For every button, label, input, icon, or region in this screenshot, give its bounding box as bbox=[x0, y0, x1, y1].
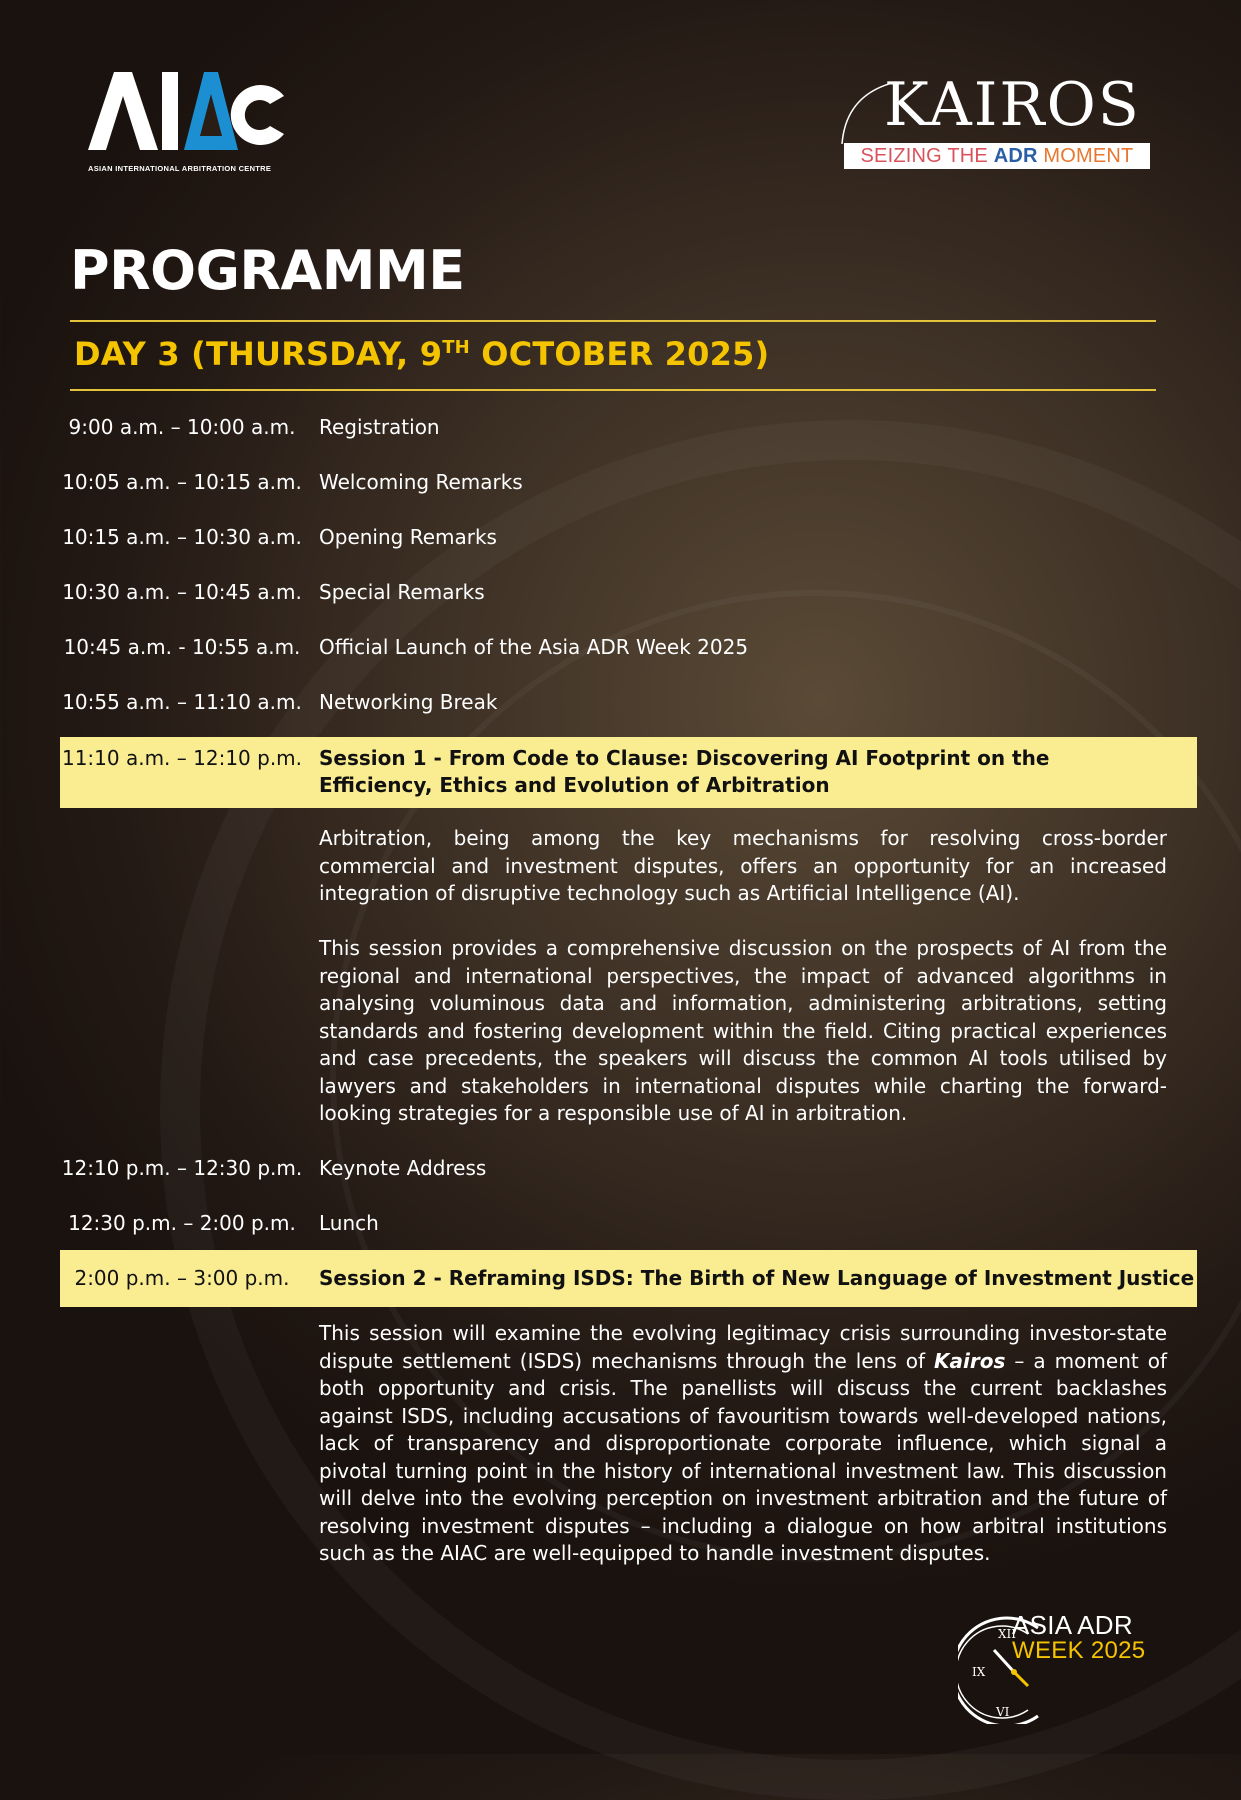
kairos-tagline: SEIZING THE ADR MOMENT bbox=[844, 143, 1150, 169]
session-2-description: This session will examine the evolving legitimacy crisis surrounding investor-state dispute settlement (ISDS) mechanisms through the lens of Kairos – a moment of both opportunity and crisis. The panellists will discuss the current backlashes against ISDS, including accusations of favouritism towards well-developed nations, lack of transparency and disproportionate corporate influence, which signal a pivotal turning point in the history of international investment law. This discussion will delve into the evolving perception on investment arbitration and the future of resolving investment disputes – including a dialogue on how arbitral institutions such as the AIAC are well-equipped to handle investment disputes. bbox=[319, 1321, 1167, 1565]
day-heading: DAY 3 (THURSDAY, 9TH OCTOBER 2025) bbox=[74, 335, 770, 373]
kairos-emphasis: Kairos bbox=[934, 1348, 1006, 1373]
event-logo-line1: ASIA ADR bbox=[1012, 1610, 1133, 1640]
row-title: Official Launch of the Asia ADR Week 2025 bbox=[319, 635, 749, 659]
session-1-description-1: Arbitration, being among the key mechanisms for resolving cross-border commercial and investment disputes, offers an opportunity for an increased integration of disruptive technology such as Artificial Intelligence (AI). bbox=[319, 826, 1167, 905]
aiac-subtitle: ASIAN INTERNATIONAL ARBITRATION CENTRE bbox=[88, 164, 272, 173]
session-1-title: Session 1 - From Code to Clause: Discovering AI Footprint on the Efficiency, Ethics and Evolution of Arbitration bbox=[319, 746, 1050, 797]
row-time: 10:45 a.m. - 10:55 a.m. bbox=[63, 635, 301, 659]
row-title: Networking Break bbox=[319, 690, 498, 714]
row-time: 12:30 p.m. – 2:00 p.m. bbox=[68, 1211, 296, 1235]
event-logo-line2: WEEK 2025 bbox=[1012, 1637, 1146, 1664]
top-rule bbox=[70, 320, 1156, 322]
svg-text:XII: XII bbox=[998, 1627, 1017, 1641]
row-time: 10:30 a.m. – 10:45 a.m. bbox=[62, 580, 302, 604]
row-time: 9:00 a.m. – 10:00 a.m. bbox=[68, 415, 296, 439]
svg-text:VI: VI bbox=[996, 1705, 1010, 1719]
row-title: Opening Remarks bbox=[319, 525, 497, 549]
row-time: 10:05 a.m. – 10:15 a.m. bbox=[62, 470, 302, 494]
svg-text:IX: IX bbox=[972, 1665, 986, 1679]
session-2-title: Session 2 - Reframing ISDS: The Birth of New Language of Investment Justice bbox=[319, 1266, 1195, 1290]
row-time: 10:55 a.m. – 11:10 a.m. bbox=[62, 690, 302, 714]
row-title: Registration bbox=[319, 415, 440, 439]
row-time: 10:15 a.m. – 10:30 a.m. bbox=[62, 525, 302, 549]
row-title: Special Remarks bbox=[319, 580, 485, 604]
session-1-time: 11:10 a.m. – 12:10 p.m. bbox=[61, 746, 303, 770]
row-title: Lunch bbox=[319, 1211, 379, 1235]
row-title: Welcoming Remarks bbox=[319, 470, 523, 494]
kairos-logo bbox=[838, 72, 1158, 172]
session-1-highlight bbox=[60, 737, 1197, 808]
kairos-wordmark: KAIROS bbox=[884, 70, 1141, 140]
session-2-highlight bbox=[60, 1250, 1197, 1307]
row-title: Keynote Address bbox=[319, 1156, 487, 1180]
bottom-rule bbox=[70, 389, 1156, 391]
session-1-description-2: This session provides a comprehensive discussion on the prospects of AI from the regional and international perspectives, the impact of advanced algorithms in analysing voluminous data and information, administering arbitrations, setting standards and fostering development within the field. Citing practical experiences and case precedents, the speakers will discuss the common AI tools utilised by lawyers and stakeholders in international disputes while charting the forward-looking strategies for a responsible use of AI in arbitration. bbox=[319, 936, 1167, 1125]
page-title: PROGRAMME bbox=[70, 239, 465, 302]
session-2-time: 2:00 p.m. – 3:00 p.m. bbox=[74, 1266, 290, 1290]
row-time: 12:10 p.m. – 12:30 p.m. bbox=[61, 1156, 303, 1180]
